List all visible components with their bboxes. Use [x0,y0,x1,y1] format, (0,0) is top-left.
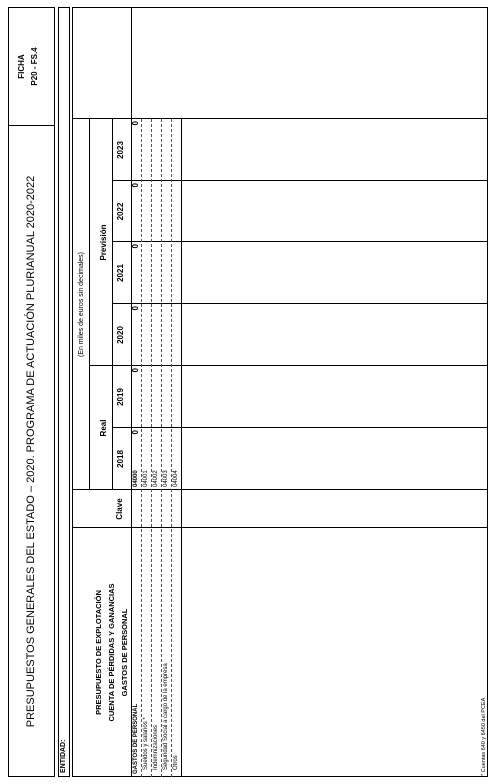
grid-v-2020 [89,365,488,366]
grid-v-2019 [112,427,488,428]
row-label-sueldos: Sueldos y salarios * [143,717,149,770]
prevision-header: Previsión [99,224,108,261]
year-header-2018: 2018 [116,450,125,468]
grid-v-label [72,527,488,528]
cell-04000-2019: 0 [131,368,140,373]
row-label-indemnizaciones: Indemnizaciones [153,724,159,770]
row-label-otros: Otros [173,755,179,770]
cell-04000-2021: 0 [131,244,140,249]
grid-v-2023 [112,180,488,181]
grid-h-row-3 [161,119,162,777]
clave-header: Clave [115,498,124,520]
units-note: (En miles de euros sin decimales) [78,251,85,358]
entidad-band [58,7,70,777]
grid-h-row-2 [151,119,152,777]
year-header-2023: 2023 [116,141,125,159]
row-code-04001: 04001 [143,470,149,487]
year-header-2022: 2022 [116,202,125,221]
grid-h-groups [112,119,113,490]
grid-v-2022 [112,241,488,242]
section-line-2: CUENTA DE PÉRDIDAS Y GANANCIAS [107,583,116,722]
grid-h-row-1 [141,119,142,777]
year-header-2021: 2021 [116,264,125,282]
cell-04000-2020: 0 [131,306,140,311]
ficha-label: FICHA [17,54,26,79]
row-code-04004: 04004 [173,470,179,487]
section-line-1: PRESUPUESTO DE EXPLOTACIÓN [94,590,103,715]
row-label-seguridad-social: Seguridad Social a cargo de la empresa [163,663,169,770]
grid-v-2021 [112,303,488,304]
year-header-2020: 2020 [116,326,125,344]
year-header-2019: 2019 [116,388,125,406]
footnote: * Cuentas 640 y 6450 del PCEA [481,697,487,776]
real-header: Real [99,419,108,437]
section-line-3: GASTOS DE PERSONAL [120,608,129,697]
cell-04000-2022: 0 [131,183,140,188]
row-label-gastos-personal: GASTOS DE PERSONAL [133,703,139,774]
page-title: PRESUPUESTOS GENERALES DEL ESTADO – 2020. PROGRAMA DE ACTUACIÓN PLURIANUAL 2020-2022 [25,175,37,728]
row-code-04002: 04002 [153,470,159,487]
row-code-04000: 04000 [133,470,139,487]
cell-04000-2018: 0 [131,430,140,435]
entidad-label: ENTIDAD: [60,739,67,773]
cell-04000-2023: 0 [131,121,140,126]
grid-h-row-5 [181,119,182,777]
grid-v-end [72,118,488,119]
grid-h-units [89,119,90,490]
ficha-code: P20 - FS.4 [30,47,39,86]
row-code-04003: 04003 [163,470,169,487]
grid-h-row-4 [171,119,172,777]
